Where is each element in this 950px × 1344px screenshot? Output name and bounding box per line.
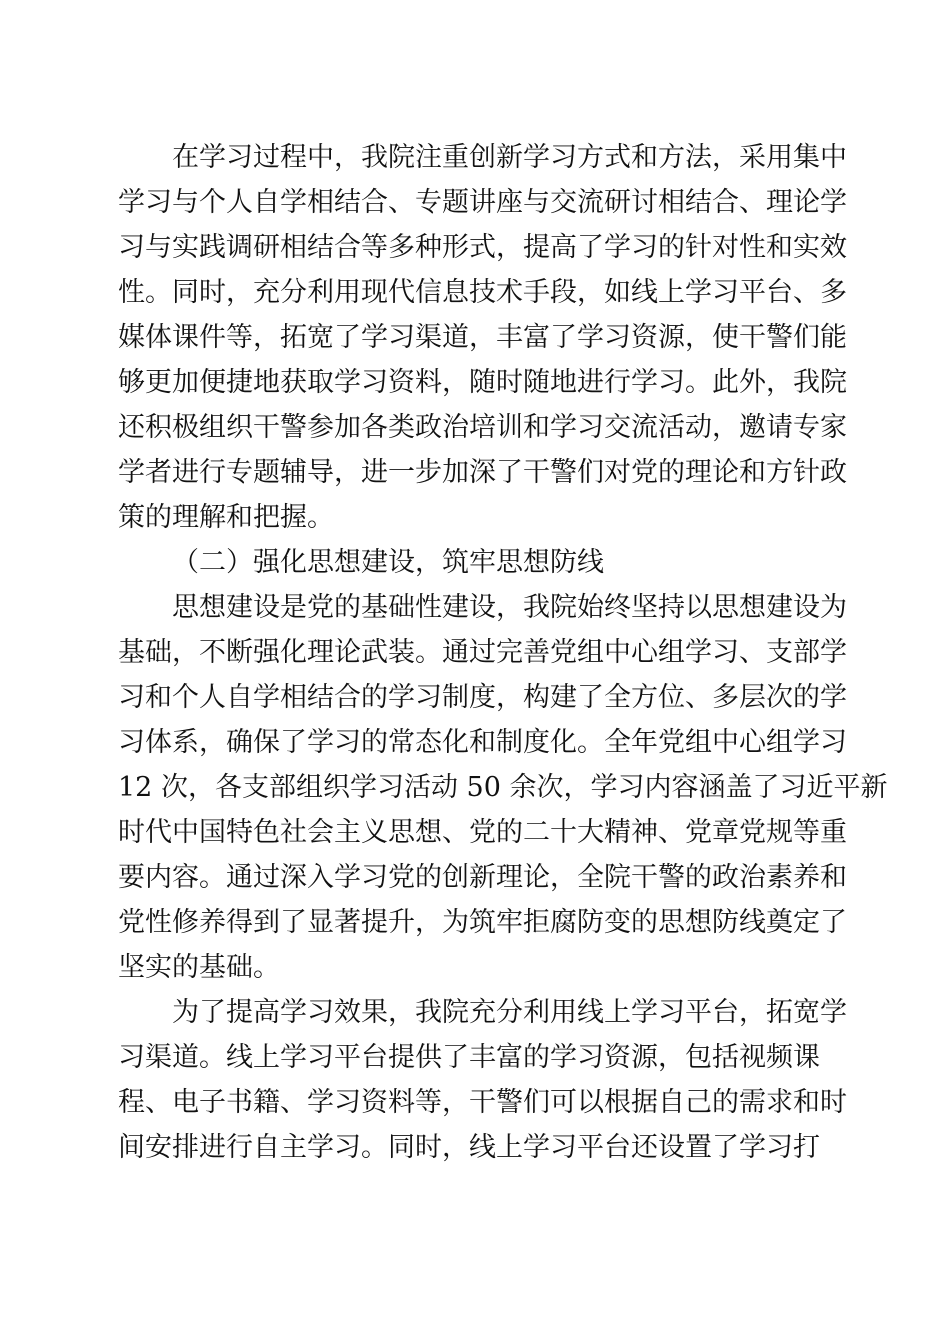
text-line: 要内容。通过深入学习党的创新理论，全院干警的政治素养和	[118, 862, 847, 893]
text-line: 习与实践调研相结合等多种形式，提高了学习的针对性和实效	[118, 232, 847, 263]
text-line: 思想建设是党的基础性建设，我院始终坚持以思想建设为	[172, 592, 847, 623]
text-line: 基础，不断强化理论武装。通过完善党组中心组学习、支部学	[118, 637, 847, 668]
text-line: 12 次，各支部组织学习活动 50 余次，学习内容涵盖了习近平新	[118, 772, 888, 803]
text-line: 学习与个人自学相结合、专题讲座与交流研讨相结合、理论学	[118, 187, 847, 218]
text-line: 媒体课件等，拓宽了学习渠道，丰富了学习资源，使干警们能	[118, 322, 847, 353]
text-line: 策的理解和把握。	[118, 502, 334, 533]
paragraph-learning-methods	[118, 135, 847, 540]
text-line: 为了提高学习效果，我院充分利用线上学习平台，拓宽学	[172, 997, 847, 1028]
paragraph-ideological-construction	[118, 585, 888, 990]
document-body	[118, 135, 888, 1170]
text-line: 习和个人自学相结合的学习制度，构建了全方位、多层次的学	[118, 682, 847, 713]
text-line: 习渠道。线上学习平台提供了丰富的学习资源，包括视频课	[118, 1042, 820, 1073]
text-line: 在学习过程中，我院注重创新学习方式和方法，采用集中	[172, 142, 847, 173]
text-line: 间安排进行自主学习。同时，线上学习平台还设置了学习打	[118, 1132, 820, 1163]
text-line: 程、电子书籍、学习资料等，干警们可以根据自己的需求和时	[118, 1087, 847, 1118]
text-line: 坚实的基础。	[118, 952, 280, 983]
text-line: 党性修养得到了显著提升，为筑牢拒腐防变的思想防线奠定了	[118, 907, 847, 938]
paragraph-online-platform	[118, 990, 847, 1170]
text-line: 够更加便捷地获取学习资料，随时随地进行学习。此外，我院	[118, 367, 847, 398]
text-line: 学者进行专题辅导，进一步加深了干警们对党的理论和方针政	[118, 457, 847, 488]
text-line: 还积极组织干警参加各类政治培训和学习交流活动，邀请专家	[118, 412, 847, 443]
text-line: 习体系，确保了学习的常态化和制度化。全年党组中心组学习	[118, 727, 847, 758]
text-line: 时代中国特色社会主义思想、党的二十大精神、党章党规等重	[118, 817, 847, 848]
section-heading: （二）强化思想建设，筑牢思想防线	[172, 547, 604, 578]
text-line: 性。同时，充分利用现代信息技术手段，如线上学习平台、多	[118, 277, 847, 308]
